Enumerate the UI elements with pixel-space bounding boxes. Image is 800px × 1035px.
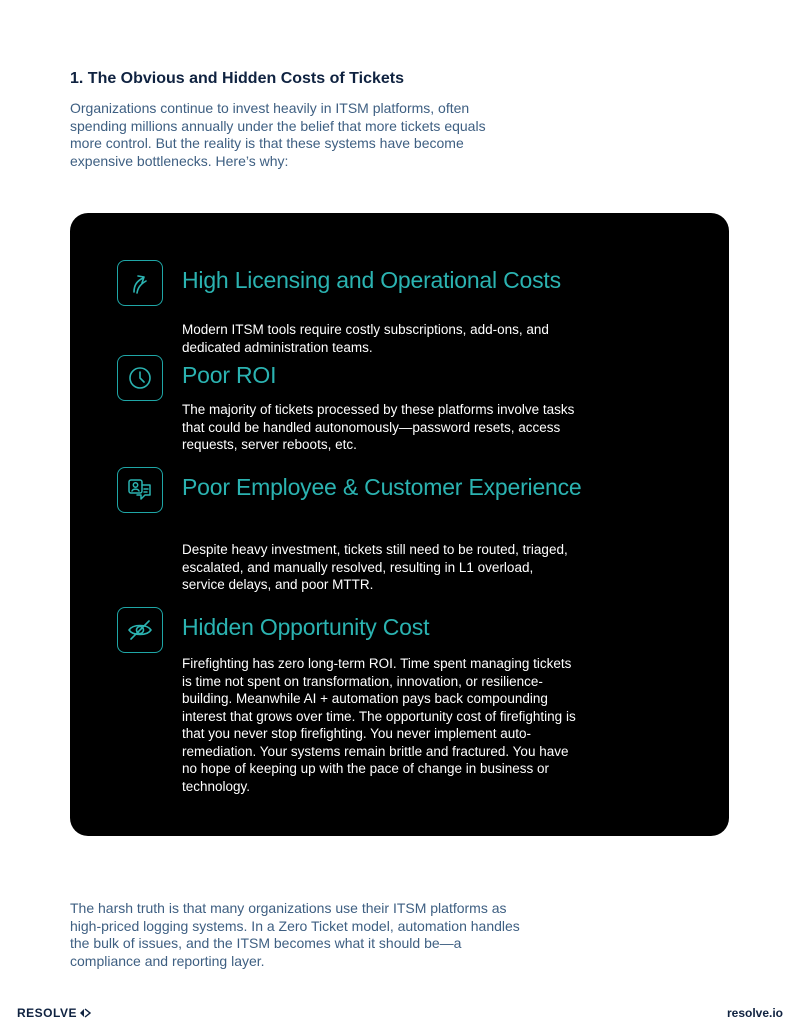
closing-paragraph: The harsh truth is that many organizations use their ITSM platforms as high-priced logging systems. In a Zero Ticket model, automation handles the bulk of issues, and the ITSM becomes what it should be—a compliance and reporting layer. bbox=[70, 900, 520, 969]
clock-icon bbox=[117, 355, 163, 401]
support-chat-icon bbox=[117, 467, 163, 513]
footer-url[interactable]: resolve.io bbox=[726, 1006, 783, 1020]
item-description: The majority of tickets processed by these platforms involve tasks that could be handled autonomously—password resets, access requests, server reboots, etc. bbox=[182, 402, 575, 452]
item-description: Firefighting has zero long-term ROI. Time spent managing tickets is time not spent on transformation, innovation, or resilience-building. Meanwhile AI + automation pays back compounding interest that grows over time. The opportunity cost of firefighting is that you never stop firefighting. You never implement auto-remediation. Your systems remain brittle and fractured. You have no hope of keeping up with the pace of change in business or technology. bbox=[182, 656, 576, 794]
item-title: Poor ROI bbox=[182, 362, 277, 388]
item-description: Despite heavy investment, tickets still need to be routed, triaged, escalated, and manually resolved, resulting in L1 overload, service delays, and poor MTTR. bbox=[182, 542, 568, 592]
item-title: High Licensing and Operational Costs bbox=[182, 267, 561, 293]
item-title: Poor Employee & Customer Experience bbox=[182, 474, 582, 500]
brand-logo bbox=[17, 1006, 91, 1020]
cost-panel bbox=[70, 213, 729, 836]
rising-arrow-icon bbox=[117, 260, 163, 306]
item-title: Hidden Opportunity Cost bbox=[182, 614, 430, 640]
hidden-eye-icon bbox=[117, 607, 163, 653]
brand-mark-icon bbox=[79, 1008, 91, 1018]
intro-paragraph: Organizations continue to invest heavily in ITSM platforms, often spending millions annually under the belief that more tickets equals more control. But the reality is that these systems have become expensive bottlenecks. Here’s why: bbox=[70, 100, 486, 169]
item-description: Modern ITSM tools require costly subscriptions, add-ons, and dedicated administration teams. bbox=[182, 322, 549, 355]
section-heading: 1. The Obvious and Hidden Costs of Tickets bbox=[70, 70, 404, 87]
brand-name: RESOLVE bbox=[17, 1006, 77, 1020]
